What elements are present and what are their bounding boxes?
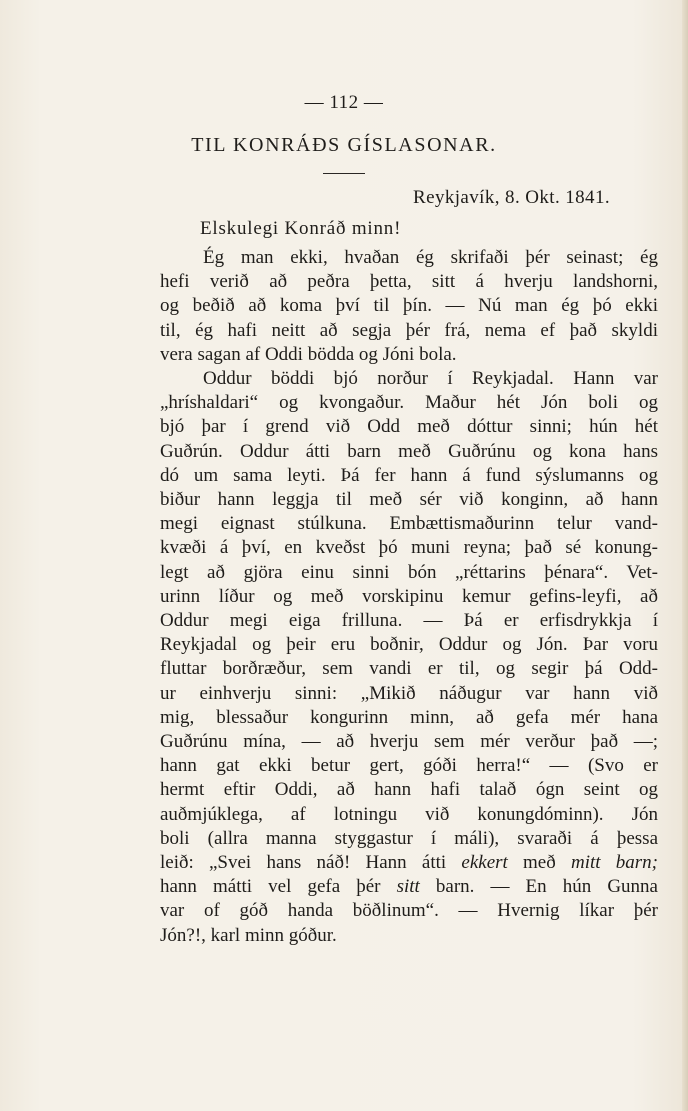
text-line-with-italics — [160, 851, 658, 875]
title-rule — [323, 173, 365, 174]
text-line: boli (allra manna styggastur í máli), svaraði á þessa — [160, 827, 658, 849]
text-line: og beðið að koma því til þín. — Nú man ég þó ekki — [160, 295, 658, 317]
text-line: biður hann leggja til með sér við konginn, að hann — [160, 489, 658, 511]
text-run: leið: „Svei hans náð! Hann átti — [160, 852, 462, 874]
text-line: legt að gjöra einu sinni bón „réttarins þénara“. Vet- — [160, 561, 658, 583]
text-line: til, ég hafi neitt að segja þér frá, nema ef það skyldi — [160, 319, 658, 341]
text-line: hermt eftir Oddi, að hann hafi talað ógn seint og — [160, 779, 658, 801]
text-line: Guðrún. Oddur átti barn með Guðrúnu og kona hans — [160, 440, 658, 462]
italic-text: sitt — [396, 876, 420, 898]
text-line: fluttar borðræður, sem vandi er til, og segir þá Odd- — [160, 658, 658, 680]
text-line-with-italics — [160, 875, 658, 899]
text-line: kvæði á því, en kveðst þó muni reyna; það sé konung- — [160, 537, 658, 559]
text-line: Jón?!, karl minn góður. — [160, 924, 337, 946]
page-number: — 112 — — [304, 92, 384, 113]
dateline: Reykjavík, 8. Okt. 1841. — [413, 187, 610, 208]
salutation: Elskulegi Konráð minn! — [200, 218, 402, 239]
letter-title: TIL KONRÁÐS GÍSLASONAR. — [191, 134, 497, 156]
text-line: bjó þar í grend við Odd með dóttur sinni; hún hét — [160, 416, 658, 438]
text-line: megi eignast stúlkuna. Embættismaðurinn telur vand- — [160, 513, 658, 535]
text-line: hann gat ekki betur gert, góði herra!“ — (Svo er — [160, 755, 658, 777]
text-run: hann mátti vel gefa þér — [160, 876, 397, 898]
italic-text: ekkert — [461, 852, 508, 874]
text-line: urinn líður og með vorskipinu kemur gefins-leyfi, að — [160, 585, 658, 607]
text-line: „hríshaldari“ og kvongaður. Maður hét Jón boli og — [160, 392, 658, 414]
text-line: var of góð handa böðlinum“. — Hvernig líkar þér — [160, 900, 658, 922]
text-line: mig, blessaður kongurinn minn, að gefa mér hana — [160, 706, 658, 728]
text-run: barn. — En hún Gunna — [419, 876, 658, 898]
text-line: dó um sama leyti. Þá fer hann á fund sýslumanns og — [160, 464, 658, 486]
text-line: Oddur böddi bjó norður í Reykjadal. Hann var — [203, 368, 658, 390]
text-line: vera sagan af Oddi bödda og Jóni bola. — [160, 343, 457, 365]
paragraph-2 — [160, 367, 658, 948]
letter-body — [160, 246, 658, 948]
text-line: hefi verið að peðra þetta, sitt á hverju landshorni, — [160, 271, 658, 293]
text-line: Oddur megi eiga frilluna. — Þá er erfisdrykkja í — [160, 610, 658, 632]
text-line: Guðrúnu mína, — að hverju sem mér verður það —; — [160, 731, 658, 753]
text-run: með — [507, 852, 571, 874]
text-line: Ég man ekki, hvaðan ég skrifaði þér seinast; ég — [203, 247, 658, 268]
page-edge — [682, 0, 688, 1111]
paragraph-1 — [160, 246, 658, 367]
text-line: ur einhverju sinni: „Mikið náðugur var hann við — [160, 682, 658, 704]
italic-text: mitt barn; — [570, 852, 658, 874]
text-line: Reykjadal og þeir eru boðnir, Oddur og Jón. Þar voru — [160, 634, 658, 656]
text-line: auðmjúklega, af lotningu við konungdóminn). Jón — [160, 803, 658, 825]
